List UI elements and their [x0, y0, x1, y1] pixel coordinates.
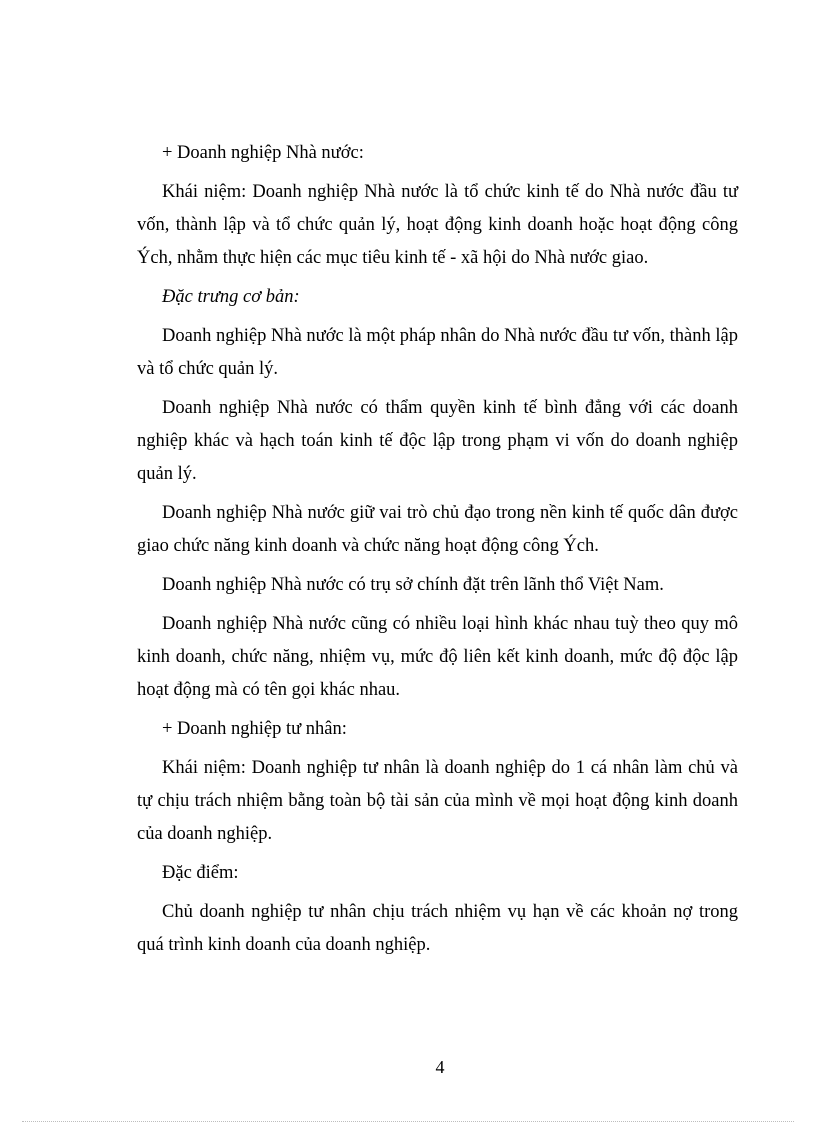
- paragraph-legal-entity: Doanh nghiệp Nhà nước là một pháp nhân do Nhà nước đầu tư vốn, thành lập và tổ chức quản lý.: [137, 326, 738, 379]
- paragraph-state-enterprise-concept: Khái niệm: Doanh nghiệp Nhà nước là tổ chức kinh tế do Nhà nước đầu tư vốn, thành lập và tổ chức quản lý, hoạt động kinh doanh hoặc hoạt động công Ých, nhằm thực hiện các mục tiêu kinh tế - xã hội do Nhà nước giao.: [137, 182, 738, 268]
- paragraph-headquarters: Doanh nghiệp Nhà nước có trụ sở chính đặt trên lãnh thổ Việt Nam.: [162, 575, 664, 595]
- page-number: 4: [435, 1057, 445, 1077]
- paragraph-owner-liability: Chủ doanh nghiệp tư nhân chịu trách nhiệm vụ hạn về các khoản nợ trong quá trình kinh doanh của doanh nghiệp.: [137, 902, 738, 955]
- subheading-basic-characteristics: Đặc trưng cơ bản:: [162, 287, 300, 307]
- page-bottom-divider: [22, 1121, 794, 1122]
- heading-private-enterprise: + Doanh nghiệp tư nhân:: [162, 719, 347, 739]
- heading-state-enterprise: + Doanh nghiệp Nhà nước:: [162, 143, 364, 163]
- paragraph-private-enterprise-concept: Khái niệm: Doanh nghiệp tư nhân là doanh nghiệp do 1 cá nhân làm chủ và tự chịu trách nhiệm bằng toàn bộ tài sản của mình về mọi hoạt động kinh doanh của doanh nghiệp.: [137, 758, 738, 844]
- paragraph-leading-role: Doanh nghiệp Nhà nước giữ vai trò chủ đạo trong nền kinh tế quốc dân được giao chức năng kinh doanh và chức năng hoạt động công Ých.: [137, 503, 738, 556]
- paragraph-enterprise-types: Doanh nghiệp Nhà nước cũng có nhiều loại hình khác nhau tuỳ theo quy mô kinh doanh, chức năng, nhiệm vụ, mức độ liên kết kinh doanh, mức độ độc lập hoạt động mà có tên gọi khác nhau.: [137, 614, 738, 700]
- subheading-characteristics: Đặc điểm:: [162, 863, 239, 883]
- paragraph-economic-authority: Doanh nghiệp Nhà nước có thẩm quyền kinh tế bình đẳng với các doanh nghiệp khác và hạch toán kinh tế độc lập trong phạm vi vốn do doanh nghiệp quản lý.: [137, 398, 738, 484]
- document-body: [137, 137, 738, 968]
